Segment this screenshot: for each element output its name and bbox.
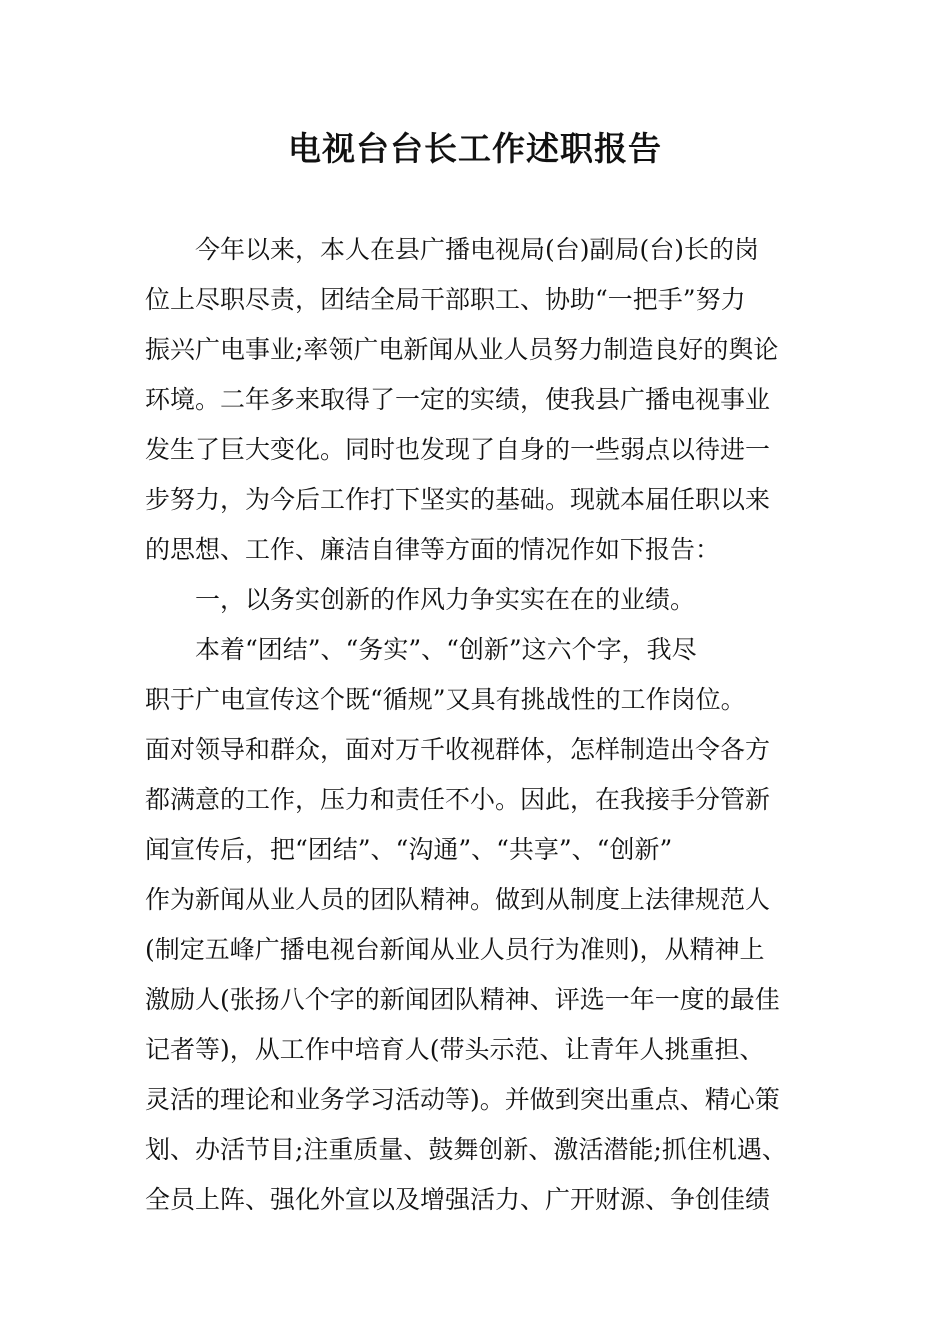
paragraph-line: 都满意的工作，压力和责任不小。因此，在我接手分管新 <box>145 785 771 814</box>
paragraph-line: 发生了巨大变化。同时也发现了自身的一些弱点以待进一 <box>145 435 771 464</box>
paragraph-line: 划、办活节目;注重质量、鼓舞创新、激活潜能;抓住机遇、 <box>145 1135 787 1164</box>
paragraph-line: 环境。二年多来取得了一定的实绩，使我县广播电视事业 <box>145 385 771 414</box>
paragraph-line: 作为新闻从业人员的团队精神。做到从制度上法律规范人 <box>145 885 771 914</box>
paragraph-line: 闻宣传后，把“团结”、“沟通”、“共享”、“创新” <box>145 835 673 864</box>
paragraph-line: 灵活的理论和业务学习活动等)。并做到突出重点、精心策 <box>145 1085 780 1114</box>
paragraph-line: 全员上阵、强化外宣以及增强活力、广开财源、争创佳绩 <box>145 1185 771 1214</box>
paragraph-line: 振兴广电事业;率领广电新闻从业人员努力制造良好的舆论 <box>145 335 779 364</box>
paragraph-line: 面对领导和群众，面对万千收视群体，怎样制造出令各方 <box>145 735 771 764</box>
paragraph-line: (制定五峰广播电视台新闻从业人员行为准则)，从精神上 <box>145 935 765 964</box>
paragraph-line: 职于广电宣传这个既“循规”又具有挑战性的工作岗位。 <box>145 685 746 714</box>
paragraph-line: 今年以来，本人在县广播电视局(台)副局(台)长的岗 <box>195 235 760 264</box>
paragraph-line: 步努力，为今后工作打下坚实的基础。现就本届任职以来 <box>145 485 771 514</box>
paragraph-line: 记者等)，从工作中培育人(带头示范、让青年人挑重担、 <box>145 1035 765 1064</box>
paragraph-line: 位上尽职尽责，团结全局干部职工、协助“一把手”努力 <box>145 285 746 314</box>
document-title: 电视台台长工作述职报告 <box>288 129 662 168</box>
paragraph-line: 激励人(张扬八个字的新闻团队精神、评选一年一度的最佳 <box>145 985 780 1014</box>
paragraph-line: 的思想、工作、廉洁自律等方面的情况作如下报告： <box>145 535 721 564</box>
section-heading: 一，以务实创新的作风力争实实在在的业绩。 <box>195 585 696 614</box>
paragraph-line: 本着“团结”、“务实”、“创新”这六个字，我尽 <box>195 635 697 664</box>
